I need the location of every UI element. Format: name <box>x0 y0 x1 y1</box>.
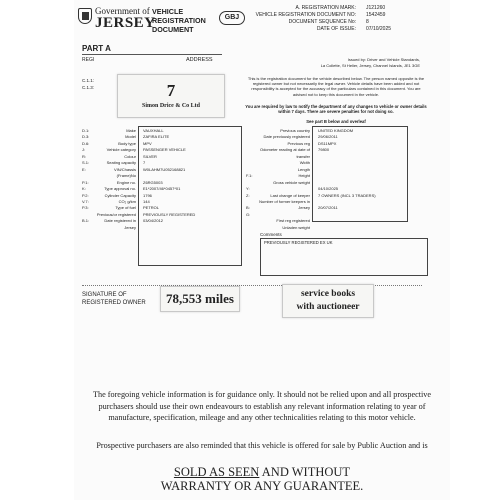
field-code: F.1: <box>246 173 253 179</box>
field-value: 29/06/2011 <box>318 134 338 140</box>
notice-bold: You are required by law to notify the department of any changes to vehicle or owner details within 7 days. There are severe penalties for not doing so. <box>245 104 427 115</box>
sold-as-seen: SOLD AS SEEN <box>173 465 260 479</box>
sold-as-seen-notice <box>80 465 444 493</box>
registration-label: VEHICLE REGISTRATION DOCUMENT NO: <box>255 12 356 18</box>
field-label: Last change of keeper <box>270 192 310 198</box>
field-value: 1796 <box>143 192 152 198</box>
field-label: Type of fuel <box>115 205 136 211</box>
field-value: E1*2007/46*0457*01 <box>143 186 181 192</box>
field-label: Type approval no. <box>104 186 136 192</box>
c-codes <box>82 77 94 91</box>
field-value: DS11MPX <box>318 140 337 146</box>
service-books-sticker <box>282 284 374 318</box>
field-value: 20/07/2011 <box>318 205 338 211</box>
field-label: VIN/Chassis <box>113 166 136 172</box>
field-label: Width <box>299 160 310 166</box>
field-code: P.3: <box>82 205 89 211</box>
field-label: Previous reg <box>287 140 310 146</box>
field-value: 7 <box>143 160 146 166</box>
gov-of-label: Government of <box>95 6 150 16</box>
field-value: PETROL <box>143 205 160 211</box>
signature-label-line-2: REGISTERED OWNER <box>82 300 146 306</box>
field-label: Odometer reading at date of transfer <box>259 147 310 159</box>
field-code: R: <box>82 153 86 159</box>
field-value: PREVIOUSLY REGISTERED <box>143 211 196 217</box>
part-a-divider <box>82 54 222 55</box>
field-value: W0LAHM7U052168821 <box>143 166 186 172</box>
field-code: D.3: <box>82 134 90 140</box>
c-code: C.1.1: <box>82 78 95 83</box>
field-code: J: <box>82 147 86 153</box>
field-label: Cylinder Capacity <box>104 192 136 198</box>
field-label: Vehicle category <box>106 147 136 153</box>
jersey-logo-text: JERSEY <box>95 15 156 31</box>
registration-value: 8 <box>366 19 369 25</box>
field-label: Body type <box>118 140 136 146</box>
field-code: Y: <box>246 186 250 192</box>
issued-by-line: Issued by: Driver and Vehicle Standards, <box>347 57 420 62</box>
field-code: B.1: <box>82 218 90 224</box>
field-value: 04/10/2025 <box>318 186 339 192</box>
vehicle-right-values <box>318 128 406 218</box>
field-code: P.2: <box>82 192 89 198</box>
notice-text: This is the registration document for the vehicle described below. The person named opposite is the registered owner but not necessarily the legal owner. Vehicle details have been added and not responsibility is accepted for the accuracy of the particulars contained in this document. You are advised not to keep this document in the vehicle. <box>247 76 425 97</box>
country-code-badge: GBJ <box>219 11 245 25</box>
field-value: VAUXHALL <box>143 128 164 133</box>
registration-value: 1542459 <box>366 12 386 18</box>
c-code: C.1.3: <box>82 85 95 90</box>
field-value: ZAFIRA ELITE <box>143 134 170 140</box>
registration-values <box>366 5 416 33</box>
service-line-2: with auctioneer <box>296 302 360 312</box>
field-label: Gross vehicle weight <box>273 179 310 185</box>
keeper-company: Simon Drice & Co Ltd <box>142 103 200 109</box>
field-code: D.1: <box>82 128 90 133</box>
field-value: 03/04/2012 <box>143 218 164 224</box>
issued-by-line: La Collette, St Helier, Jersey, Channel Islands, JE1 3GE <box>320 62 420 68</box>
registration-label: DATE OF ISSUE: <box>316 26 356 32</box>
registration-value: J121260 <box>366 5 386 11</box>
lot-number: 7 <box>166 81 176 100</box>
field-label: Height <box>298 173 310 179</box>
field-label: CO₂ g/km <box>118 198 136 204</box>
registered-keeper-label: REGI <box>82 57 95 63</box>
comments-label: Comments <box>260 232 282 237</box>
registration-value: 07/10/2025 <box>366 26 392 32</box>
field-code: E: <box>82 166 86 172</box>
signature-label-line-1: SIGNATURE OF <box>82 292 127 298</box>
field-value: SILVER <box>143 153 157 159</box>
document-title: VEHICLE REGISTRATION DOCUMENT <box>152 7 206 34</box>
field-code: Z: <box>246 192 250 198</box>
vehicle-left-values <box>143 128 239 225</box>
field-label: Seating capacity <box>106 160 136 166</box>
registration-label: DOCUMENT SEQUENCE No: <box>288 19 356 25</box>
field-value: 144 <box>143 198 150 204</box>
signature-label <box>82 291 146 307</box>
address-label: ADDRESS <box>186 57 213 63</box>
field-value: 7 OWNERS (INCL 3 TRADERS) <box>318 192 376 198</box>
field-label: Make <box>126 128 136 133</box>
field-code: S.1: <box>82 160 90 166</box>
field-value: PASSENGER VEHICLE <box>143 147 186 153</box>
registration-label: A. REGISTRATION MARK: <box>295 5 356 11</box>
field-code: V.7: <box>82 198 89 204</box>
field-code: P.1: <box>82 179 89 185</box>
field-label: Number of former keepers in Jersey <box>259 198 310 211</box>
field-label: Engine no. <box>116 179 136 185</box>
field-label: Previous country <box>280 128 310 133</box>
field-code: D.6: <box>82 140 90 146</box>
service-line-1: service books <box>300 289 356 299</box>
field-label: Length <box>297 166 310 172</box>
field-label: (Frame)No <box>116 173 136 179</box>
jersey-crest-icon <box>78 8 92 24</box>
field-value: 79800 <box>318 147 330 153</box>
prospective-purchasers-text: Prospective purchasers are also reminded that this vehicle is offered for sale by Public Auction and is <box>96 441 428 450</box>
field-code: G: <box>246 211 251 217</box>
and-without: AND WITHOUT <box>259 465 351 479</box>
field-label: First reg registered <box>276 218 310 224</box>
field-label: Colour <box>124 153 136 159</box>
see-part-b: See part B below and overleaf <box>306 119 366 124</box>
field-value: MPV <box>143 140 152 146</box>
comments-value: PREVIOUSLY REGISTERED EX UK <box>264 240 333 245</box>
field-label: Model <box>125 134 136 140</box>
field-code: B: <box>246 205 250 211</box>
registration-labels <box>252 5 356 33</box>
field-value: UNITED KINGDOM <box>318 128 354 133</box>
field-code: K: <box>82 186 86 192</box>
field-label: Unladen weight <box>282 224 310 230</box>
vehicle-right-labels <box>258 128 310 231</box>
field-label: Date previously registered <box>263 134 310 140</box>
vehicle-left-labels <box>94 128 136 231</box>
sold-line <box>80 465 444 479</box>
field-label: Previous/or registered <box>96 211 136 217</box>
field-value: Z6RG5003 <box>143 179 163 185</box>
warranty-line: WARRANTY OR ANY GUARANTEE. <box>160 479 364 493</box>
field-label: Date registered in Jersey <box>104 218 136 230</box>
field-value <box>318 212 406 218</box>
issued-by <box>255 57 420 68</box>
keeper-sticker <box>117 74 225 118</box>
disclaimer-text: The foregoing vehicle information is for guidance only. It should not be relied upon and all prospective purchasers should use their own endeavours to establish any relevant information relating to year of manufacture, specification, mileage and any other technicalities relating to this motor vehicle. <box>92 390 432 422</box>
mileage-sticker: 78,553 miles <box>160 286 240 312</box>
part-a-title: PART A <box>82 44 111 53</box>
